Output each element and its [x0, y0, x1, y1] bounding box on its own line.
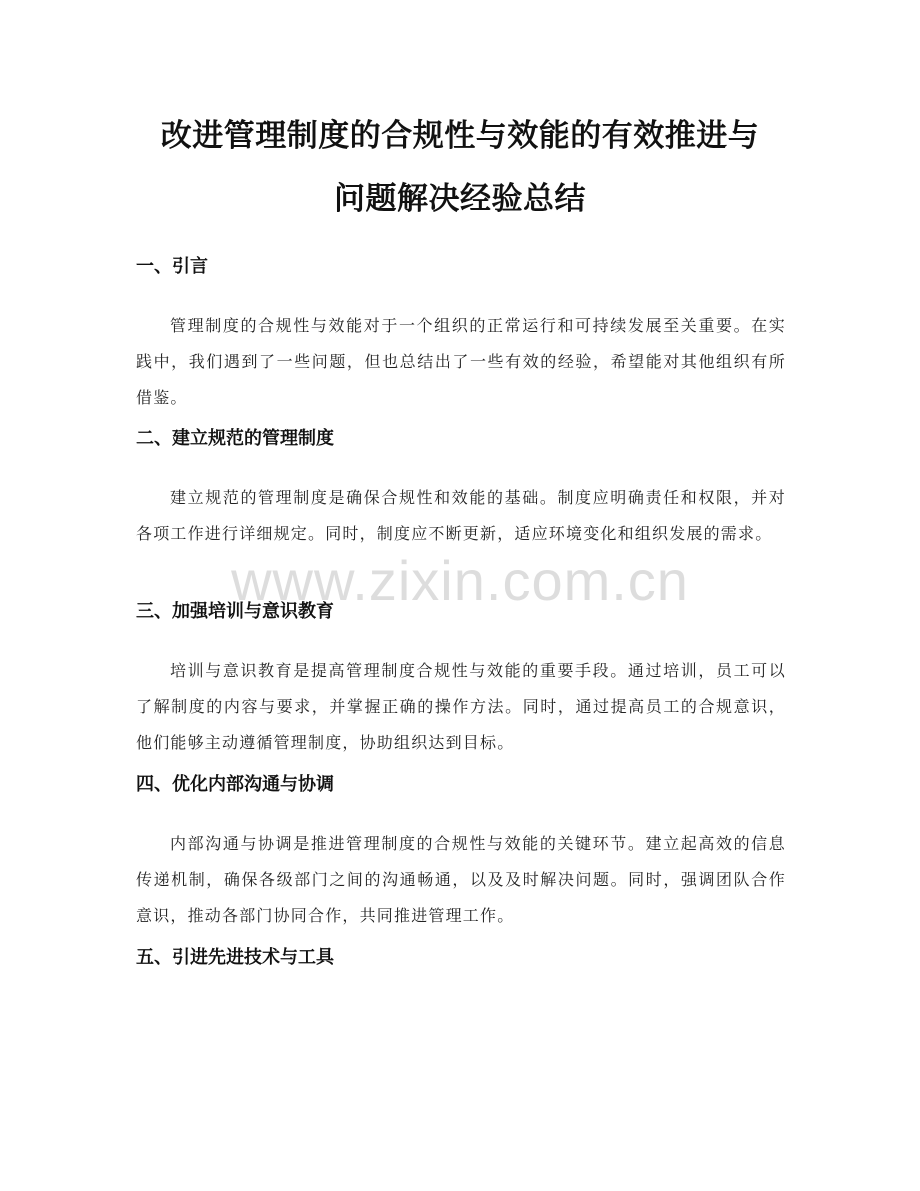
section-paragraph: 内部沟通与协调是推进管理制度的合规性与效能的关键环节。建立起高效的信息传递机制，确保各级部门之间的沟通畅通，以及及时解决问题。同时，强调团队合作意识，推动各部门协同合作，共同推进管理工作。: [136, 834, 786, 925]
section-heading: 五、引进先进技术与工具: [136, 947, 334, 968]
section-training: [136, 600, 786, 761]
section-paragraph: 建立规范的管理制度是确保合规性和效能的基础。制度应明确责任和权限，并对各项工作进行详细规定。同时，制度应不断更新，适应环境变化和组织发展的需求。: [136, 488, 786, 543]
section-heading: 二、建立规范的管理制度: [136, 428, 334, 449]
section-heading: 三、加强培训与意识教育: [136, 601, 334, 622]
section-introduction: [136, 255, 786, 416]
watermark: www.zixin.com.cn: [231, 549, 689, 612]
section-paragraph: 培训与意识教育是提高管理制度合规性与效能的重要手段。通过培训，员工可以了解制度的内容与要求，并掌握正确的操作方法。同时，通过提高员工的合规意识，他们能够主动遵循管理制度，协助组织达到目标。: [136, 661, 786, 752]
document-title-line-2: 问题解决经验总结: [334, 181, 586, 217]
section-establish-system: [136, 427, 786, 552]
section-heading: 四、优化内部沟通与协调: [136, 774, 334, 795]
section-technology: [136, 946, 786, 970]
section-communication: [136, 773, 786, 934]
section-heading: 一、引言: [136, 256, 208, 277]
document-title-line-1: 改进管理制度的合规性与效能的有效推进与: [160, 118, 760, 154]
section-paragraph: 管理制度的合规性与效能对于一个组织的正常运行和可持续发展至关重要。在实践中，我们遇到了一些问题，但也总结出了一些有效的经验，希望能对其他组织有所借鉴。: [136, 316, 786, 407]
